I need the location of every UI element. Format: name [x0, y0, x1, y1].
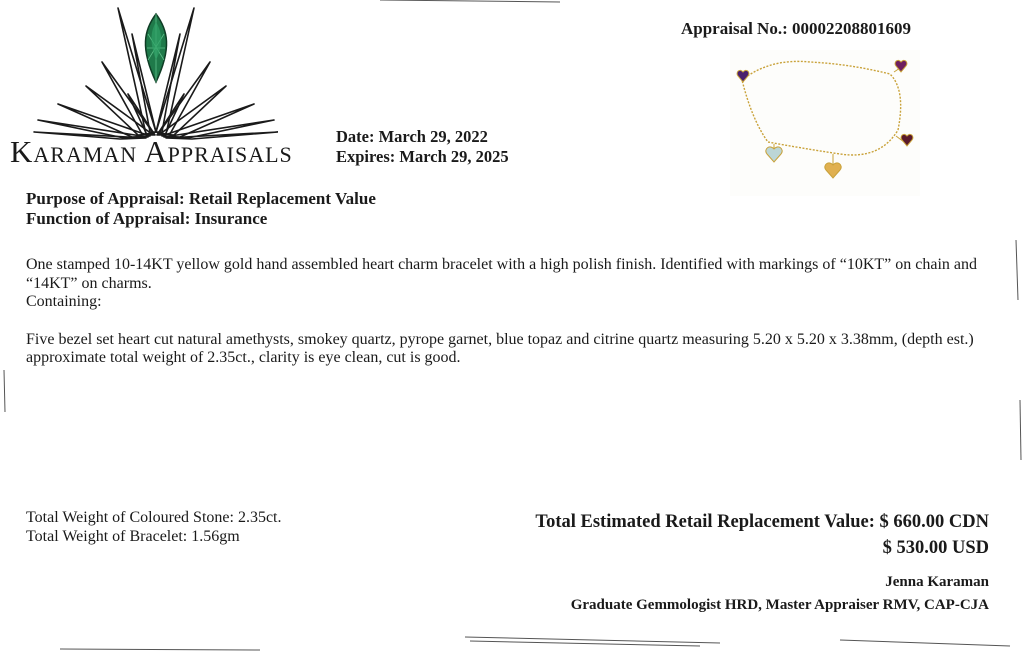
purpose-block: [26, 189, 376, 229]
appraiser-block: [571, 571, 989, 617]
appraisal-number: Appraisal No.: 00002208801609: [681, 19, 911, 38]
bracelet-photo: [730, 50, 920, 196]
totals-block: [535, 509, 989, 561]
total-value-cdn: Total Estimated Retail Replacement Value: $ 660.00 CDN: [535, 512, 989, 532]
purpose-of-appraisal: Purpose of Appraisal: Retail Replacement Value: [26, 189, 376, 208]
item-description: [26, 256, 1006, 368]
appraisal-date: Date: March 29, 2022: [336, 127, 488, 146]
bracelet-weight: Total Weight of Bracelet: 1.56gm: [26, 528, 240, 545]
company-name: Karaman Appraisals: [10, 134, 293, 169]
emerald-gem-icon: [145, 14, 166, 82]
item-description-text: One stamped 10-14KT yellow gold hand assembled heart charm bracelet with a high polish finish. Identified with markings of “10KT” on chain and “14KT” on charms.: [26, 256, 978, 292]
expiry-date: Expires: March 29, 2025: [336, 147, 509, 166]
stones-description-text: Five bezel set heart cut natural amethysts, smokey quartz, pyrope garnet, blue topaz and citrine quartz measuring 5.20 x 5.20 x 3.38mm, (depth est.) approximate total weight of 2.35ct., clarity is eye clean, cut is good.: [26, 330, 974, 366]
function-of-appraisal: Function of Appraisal: Insurance: [26, 209, 268, 228]
coloured-stone-weight: Total Weight of Coloured Stone: 2.35ct.: [26, 509, 282, 526]
appraiser-credentials: Graduate Gemmologist HRD, Master Appraiser RMV, CAP-CJA: [570, 597, 989, 613]
weights-block: [26, 508, 281, 546]
date-block: [336, 127, 509, 167]
appraiser-name: Jenna Karaman: [885, 574, 989, 590]
total-value-usd: $ 530.00 USD: [882, 538, 989, 558]
company-logo-graphic: [28, 4, 278, 140]
containing-label: Containing:: [26, 293, 102, 310]
